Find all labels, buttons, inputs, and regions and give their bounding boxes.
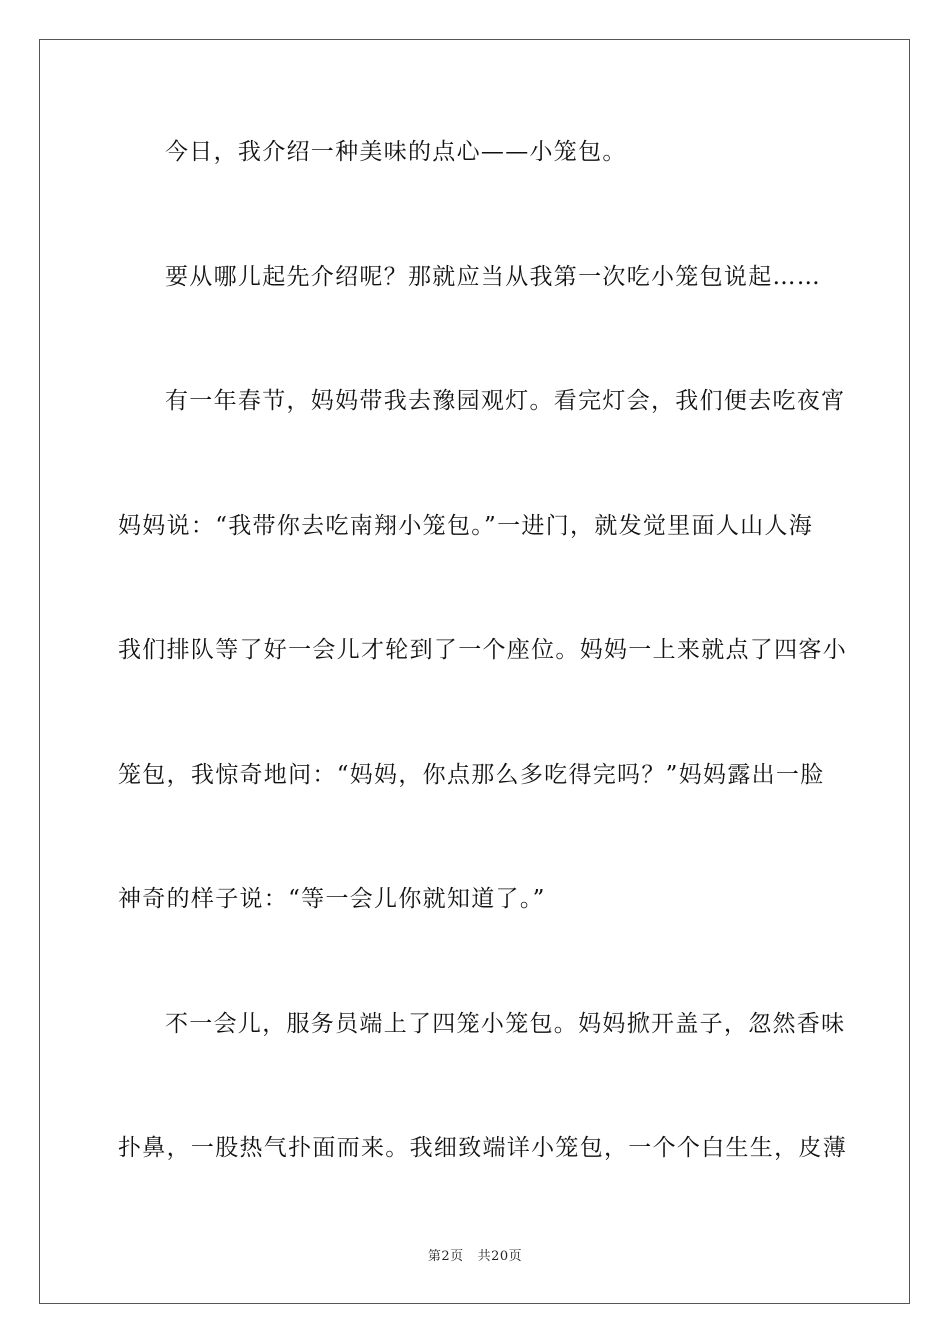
paragraph-line-3: 有一年春节，妈妈带我去豫园观灯。看完灯会，我们便去吃夜宵 — [165, 388, 846, 414]
paragraph-line-4: 妈妈说：“我带你去吃南翔小笼包。”一进门，就发觉里面人山人海 — [118, 513, 814, 539]
paragraph-line-6: 笼包，我惊奇地问：“妈妈，你点那么多吃得完吗？”妈妈露出一脸 — [118, 762, 825, 788]
paragraph-line-9: 扑鼻，一股热气扑面而来。我细致端详小笼包，一个个白生生，皮薄 — [118, 1135, 847, 1161]
paragraph-line-7: 神奇的样子说：“等一会儿你就知道了。” — [118, 886, 546, 912]
page-border — [39, 39, 910, 1304]
page-number: 第2页 — [427, 1249, 464, 1264]
paragraph-line-8: 不一会儿，服务员端上了四笼小笼包。妈妈掀开盖子，忽然香味 — [165, 1011, 846, 1037]
page-footer — [0, 1248, 950, 1266]
paragraph-line-5: 我们排队等了好一会儿才轮到了一个座位。妈妈一上来就点了四客小 — [118, 637, 847, 663]
page-total: 共20页 — [477, 1249, 523, 1264]
paragraph-line-2: 要从哪儿起先介绍呢？那就应当从我第一次吃小笼包说起…… — [165, 264, 822, 290]
paragraph-line-1: 今日，我介绍一种美味的点心——小笼包。 — [165, 139, 627, 165]
